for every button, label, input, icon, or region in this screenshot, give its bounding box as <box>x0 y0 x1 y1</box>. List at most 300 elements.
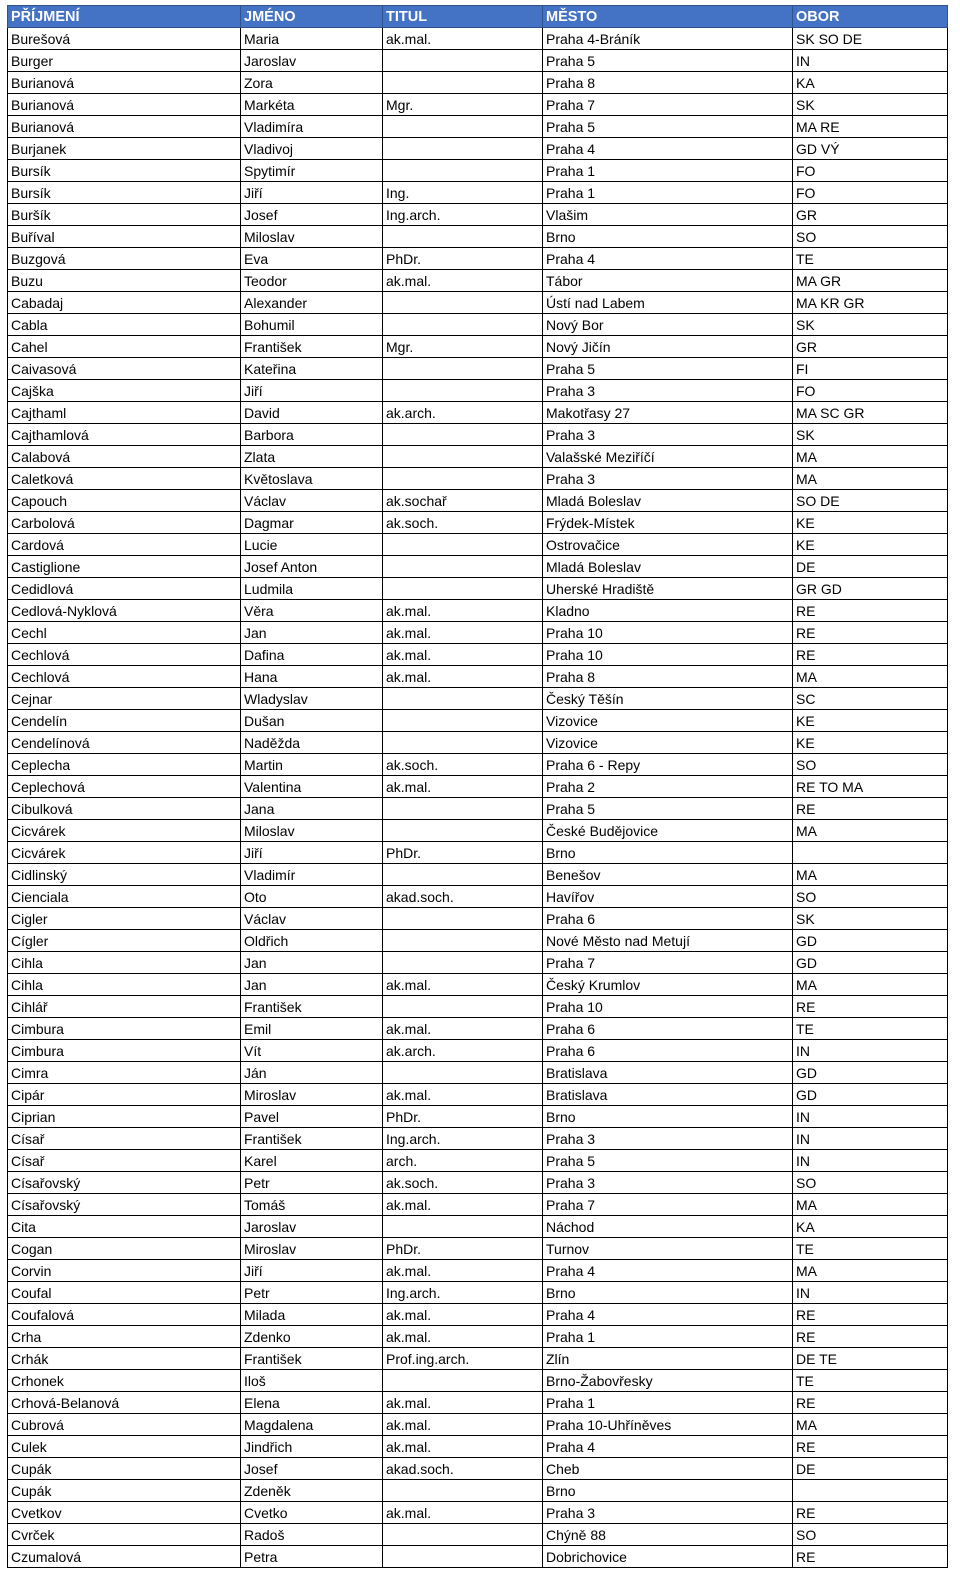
header-surname[interactable]: PŘÍJMENÍ <box>8 6 241 28</box>
cell-first-name[interactable]: Markéta <box>241 94 383 116</box>
cell-city[interactable]: Tábor <box>543 270 793 292</box>
cell-field[interactable] <box>793 842 948 864</box>
cell-field[interactable]: RE <box>793 1392 948 1414</box>
cell-field[interactable]: MA <box>793 1260 948 1282</box>
cell-city[interactable]: České Budějovice <box>543 820 793 842</box>
cell-surname[interactable]: Burjanek <box>8 138 241 160</box>
cell-city[interactable]: Frýdek-Místek <box>543 512 793 534</box>
cell-surname[interactable]: Cahel <box>8 336 241 358</box>
cell-first-name[interactable]: Cvetko <box>241 1502 383 1524</box>
cell-title[interactable]: ak.mal. <box>383 270 543 292</box>
cell-first-name[interactable]: Jaroslav <box>241 50 383 72</box>
header-field[interactable]: OBOR <box>793 6 948 28</box>
cell-title[interactable] <box>383 732 543 754</box>
cell-field[interactable]: IN <box>793 1150 948 1172</box>
cell-surname[interactable]: Cajthamlová <box>8 424 241 446</box>
cell-surname[interactable]: Crha <box>8 1326 241 1348</box>
cell-city[interactable]: Praha 1 <box>543 1326 793 1348</box>
cell-title[interactable]: ak.mal. <box>383 1304 543 1326</box>
cell-first-name[interactable]: Martin <box>241 754 383 776</box>
cell-first-name[interactable]: Jan <box>241 622 383 644</box>
cell-surname[interactable]: Cvrček <box>8 1524 241 1546</box>
cell-field[interactable]: DE <box>793 556 948 578</box>
cell-surname[interactable]: Cimra <box>8 1062 241 1084</box>
cell-surname[interactable]: Coufalová <box>8 1304 241 1326</box>
cell-title[interactable]: ak.mal. <box>383 974 543 996</box>
cell-city[interactable]: Praha 4-Bráník <box>543 28 793 50</box>
cell-field[interactable]: FI <box>793 358 948 380</box>
cell-field[interactable]: RE <box>793 1502 948 1524</box>
cell-first-name[interactable]: Dagmar <box>241 512 383 534</box>
cell-field[interactable]: KE <box>793 732 948 754</box>
cell-title[interactable]: ak.mal. <box>383 1392 543 1414</box>
cell-first-name[interactable]: František <box>241 1348 383 1370</box>
cell-city[interactable]: Brno <box>543 226 793 248</box>
cell-first-name[interactable]: Josef Anton <box>241 556 383 578</box>
cell-city[interactable]: Praha 4 <box>543 1304 793 1326</box>
cell-first-name[interactable]: Josef <box>241 1458 383 1480</box>
cell-title[interactable] <box>383 930 543 952</box>
cell-title[interactable]: ak.soch. <box>383 512 543 534</box>
cell-field[interactable]: TE <box>793 1370 948 1392</box>
cell-title[interactable] <box>383 864 543 886</box>
cell-title[interactable] <box>383 424 543 446</box>
cell-city[interactable]: Bratislava <box>543 1084 793 1106</box>
cell-city[interactable]: Valašské Meziříčí <box>543 446 793 468</box>
cell-field[interactable]: IN <box>793 50 948 72</box>
cell-city[interactable]: Praha 3 <box>543 424 793 446</box>
cell-title[interactable]: Mgr. <box>383 336 543 358</box>
cell-first-name[interactable]: Wladyslav <box>241 688 383 710</box>
cell-field[interactable]: GR <box>793 204 948 226</box>
cell-city[interactable]: Praha 6 <box>543 1018 793 1040</box>
cell-title[interactable] <box>383 160 543 182</box>
cell-field[interactable]: MA <box>793 1414 948 1436</box>
cell-title[interactable] <box>383 534 543 556</box>
cell-title[interactable]: ak.mal. <box>383 1326 543 1348</box>
cell-title[interactable]: ak.mal. <box>383 1194 543 1216</box>
cell-first-name[interactable]: Barbora <box>241 424 383 446</box>
cell-city[interactable]: Zlín <box>543 1348 793 1370</box>
cell-city[interactable]: Mladá Boleslav <box>543 490 793 512</box>
cell-city[interactable]: Praha 4 <box>543 1260 793 1282</box>
cell-field[interactable]: MA <box>793 974 948 996</box>
cell-field[interactable]: GR <box>793 336 948 358</box>
cell-field[interactable]: SO <box>793 1524 948 1546</box>
cell-first-name[interactable]: Zdenko <box>241 1326 383 1348</box>
cell-city[interactable]: Nové Město nad Metují <box>543 930 793 952</box>
cell-first-name[interactable]: Oto <box>241 886 383 908</box>
cell-city[interactable]: Praha 3 <box>543 468 793 490</box>
cell-first-name[interactable]: Zlata <box>241 446 383 468</box>
cell-field[interactable]: RE TO MA <box>793 776 948 798</box>
cell-first-name[interactable]: Jiří <box>241 842 383 864</box>
cell-surname[interactable]: Cicvárek <box>8 820 241 842</box>
cell-title[interactable]: ak.soch. <box>383 1172 543 1194</box>
cell-city[interactable]: Praha 5 <box>543 50 793 72</box>
cell-surname[interactable]: Cabla <box>8 314 241 336</box>
cell-surname[interactable]: Císař <box>8 1128 241 1150</box>
cell-field[interactable]: GD <box>793 1062 948 1084</box>
cell-first-name[interactable]: Jindřich <box>241 1436 383 1458</box>
cell-title[interactable]: ak.mal. <box>383 600 543 622</box>
cell-city[interactable]: Praha 8 <box>543 666 793 688</box>
cell-first-name[interactable]: Tomáš <box>241 1194 383 1216</box>
cell-city[interactable]: Nový Bor <box>543 314 793 336</box>
cell-field[interactable] <box>793 1480 948 1502</box>
cell-field[interactable]: RE <box>793 798 948 820</box>
cell-surname[interactable]: Cabadaj <box>8 292 241 314</box>
cell-field[interactable]: FO <box>793 160 948 182</box>
cell-field[interactable]: KE <box>793 534 948 556</box>
cell-surname[interactable]: Burger <box>8 50 241 72</box>
cell-surname[interactable]: Cardová <box>8 534 241 556</box>
cell-surname[interactable]: Cihla <box>8 974 241 996</box>
cell-title[interactable] <box>383 1480 543 1502</box>
cell-title[interactable] <box>383 50 543 72</box>
cell-city[interactable]: Cheb <box>543 1458 793 1480</box>
cell-first-name[interactable]: Iloš <box>241 1370 383 1392</box>
cell-field[interactable]: MA <box>793 446 948 468</box>
cell-title[interactable] <box>383 446 543 468</box>
cell-title[interactable]: Ing.arch. <box>383 1128 543 1150</box>
cell-surname[interactable]: Cígler <box>8 930 241 952</box>
cell-first-name[interactable]: David <box>241 402 383 424</box>
cell-field[interactable]: TE <box>793 1018 948 1040</box>
cell-surname[interactable]: Buzu <box>8 270 241 292</box>
cell-city[interactable]: Praha 4 <box>543 1436 793 1458</box>
cell-title[interactable]: ak.sochař <box>383 490 543 512</box>
cell-surname[interactable]: Císařovský <box>8 1194 241 1216</box>
cell-title[interactable] <box>383 72 543 94</box>
cell-city[interactable]: Praha 3 <box>543 1172 793 1194</box>
cell-field[interactable]: RE <box>793 622 948 644</box>
cell-title[interactable]: ak.mal. <box>383 776 543 798</box>
cell-first-name[interactable]: Maria <box>241 28 383 50</box>
cell-field[interactable]: SO <box>793 754 948 776</box>
cell-title[interactable] <box>383 688 543 710</box>
cell-surname[interactable]: Císař <box>8 1150 241 1172</box>
cell-field[interactable]: MA SC GR <box>793 402 948 424</box>
cell-surname[interactable]: Coufal <box>8 1282 241 1304</box>
cell-surname[interactable]: Cendelínová <box>8 732 241 754</box>
cell-field[interactable]: SC <box>793 688 948 710</box>
cell-first-name[interactable]: Emil <box>241 1018 383 1040</box>
cell-city[interactable]: Vizovice <box>543 710 793 732</box>
cell-field[interactable]: GD <box>793 952 948 974</box>
cell-first-name[interactable]: Petra <box>241 1546 383 1568</box>
cell-first-name[interactable]: Vít <box>241 1040 383 1062</box>
cell-surname[interactable]: Cajthaml <box>8 402 241 424</box>
cell-title[interactable] <box>383 820 543 842</box>
cell-first-name[interactable]: Milada <box>241 1304 383 1326</box>
cell-first-name[interactable]: Vladimír <box>241 864 383 886</box>
cell-title[interactable] <box>383 1370 543 1392</box>
cell-title[interactable] <box>383 226 543 248</box>
cell-city[interactable]: Vizovice <box>543 732 793 754</box>
cell-title[interactable]: ak.mal. <box>383 28 543 50</box>
cell-first-name[interactable]: Jiří <box>241 380 383 402</box>
cell-field[interactable]: SO <box>793 886 948 908</box>
cell-title[interactable]: arch. <box>383 1150 543 1172</box>
cell-city[interactable]: Praha 10 <box>543 622 793 644</box>
cell-field[interactable]: GD <box>793 1084 948 1106</box>
cell-city[interactable]: Bratislava <box>543 1062 793 1084</box>
cell-city[interactable]: Brno <box>543 1106 793 1128</box>
cell-first-name[interactable]: Jana <box>241 798 383 820</box>
cell-field[interactable]: FO <box>793 182 948 204</box>
cell-city[interactable]: Brno-Žabovřesky <box>543 1370 793 1392</box>
cell-title[interactable] <box>383 468 543 490</box>
cell-surname[interactable]: Caletková <box>8 468 241 490</box>
cell-surname[interactable]: Cogan <box>8 1238 241 1260</box>
cell-field[interactable]: IN <box>793 1128 948 1150</box>
cell-surname[interactable]: Ceplecha <box>8 754 241 776</box>
cell-title[interactable] <box>383 710 543 732</box>
cell-field[interactable]: MA <box>793 864 948 886</box>
cell-city[interactable]: Praha 10-Uhříněves <box>543 1414 793 1436</box>
cell-city[interactable]: Praha 5 <box>543 116 793 138</box>
cell-field[interactable]: SO DE <box>793 490 948 512</box>
cell-surname[interactable]: Cimbura <box>8 1040 241 1062</box>
cell-field[interactable]: RE <box>793 1304 948 1326</box>
cell-city[interactable]: Praha 4 <box>543 248 793 270</box>
cell-title[interactable]: akad.soch. <box>383 886 543 908</box>
cell-city[interactable]: Ústí nad Labem <box>543 292 793 314</box>
cell-first-name[interactable]: Jaroslav <box>241 1216 383 1238</box>
cell-field[interactable]: MA RE <box>793 116 948 138</box>
cell-title[interactable]: ak.mal. <box>383 644 543 666</box>
cell-first-name[interactable]: Ján <box>241 1062 383 1084</box>
cell-surname[interactable]: Czumalová <box>8 1546 241 1568</box>
cell-first-name[interactable]: Alexander <box>241 292 383 314</box>
cell-title[interactable]: ak.mal. <box>383 1018 543 1040</box>
cell-surname[interactable]: Cicvárek <box>8 842 241 864</box>
cell-first-name[interactable]: Karel <box>241 1150 383 1172</box>
cell-first-name[interactable]: Dušan <box>241 710 383 732</box>
cell-city[interactable]: Dobrichovice <box>543 1546 793 1568</box>
cell-first-name[interactable]: Miroslav <box>241 1084 383 1106</box>
cell-field[interactable]: SK SO DE <box>793 28 948 50</box>
cell-surname[interactable]: Burešová <box>8 28 241 50</box>
cell-surname[interactable]: Buříval <box>8 226 241 248</box>
cell-surname[interactable]: Cedlová-Nyklová <box>8 600 241 622</box>
cell-title[interactable]: PhDr. <box>383 248 543 270</box>
cell-surname[interactable]: Bursík <box>8 182 241 204</box>
cell-first-name[interactable]: Pavel <box>241 1106 383 1128</box>
cell-first-name[interactable]: Radoš <box>241 1524 383 1546</box>
cell-first-name[interactable]: Dafina <box>241 644 383 666</box>
cell-field[interactable]: SK <box>793 94 948 116</box>
cell-title[interactable]: ak.arch. <box>383 402 543 424</box>
cell-city[interactable]: Praha 3 <box>543 1128 793 1150</box>
cell-first-name[interactable]: Vladimíra <box>241 116 383 138</box>
cell-city[interactable]: Brno <box>543 1480 793 1502</box>
cell-first-name[interactable]: Hana <box>241 666 383 688</box>
cell-city[interactable]: Praha 7 <box>543 1194 793 1216</box>
cell-title[interactable]: ak.mal. <box>383 1436 543 1458</box>
cell-title[interactable]: ak.soch. <box>383 754 543 776</box>
cell-city[interactable]: Ostrovačice <box>543 534 793 556</box>
cell-first-name[interactable]: Lucie <box>241 534 383 556</box>
cell-title[interactable] <box>383 556 543 578</box>
cell-field[interactable]: IN <box>793 1282 948 1304</box>
cell-city[interactable]: Brno <box>543 842 793 864</box>
cell-surname[interactable]: Cupák <box>8 1480 241 1502</box>
cell-city[interactable]: Praha 10 <box>543 644 793 666</box>
cell-title[interactable] <box>383 1216 543 1238</box>
cell-field[interactable]: FO <box>793 380 948 402</box>
header-title[interactable]: TITUL <box>383 6 543 28</box>
cell-first-name[interactable]: František <box>241 1128 383 1150</box>
cell-city[interactable]: Praha 1 <box>543 160 793 182</box>
cell-surname[interactable]: Cechlová <box>8 666 241 688</box>
cell-first-name[interactable]: Magdalena <box>241 1414 383 1436</box>
cell-surname[interactable]: Castiglione <box>8 556 241 578</box>
cell-first-name[interactable]: Věra <box>241 600 383 622</box>
header-first-name[interactable]: JMÉNO <box>241 6 383 28</box>
cell-field[interactable]: KE <box>793 710 948 732</box>
cell-field[interactable]: MA <box>793 468 948 490</box>
cell-city[interactable]: Praha 10 <box>543 996 793 1018</box>
cell-title[interactable]: PhDr. <box>383 1238 543 1260</box>
cell-title[interactable] <box>383 908 543 930</box>
cell-field[interactable]: DE TE <box>793 1348 948 1370</box>
cell-city[interactable]: Praha 2 <box>543 776 793 798</box>
cell-title[interactable]: ak.mal. <box>383 1502 543 1524</box>
cell-surname[interactable]: Crhonek <box>8 1370 241 1392</box>
cell-city[interactable]: Brno <box>543 1282 793 1304</box>
cell-field[interactable]: RE <box>793 1546 948 1568</box>
cell-city[interactable]: Praha 4 <box>543 138 793 160</box>
cell-surname[interactable]: Ciprian <box>8 1106 241 1128</box>
cell-surname[interactable]: Corvin <box>8 1260 241 1282</box>
cell-field[interactable]: MA <box>793 1194 948 1216</box>
cell-surname[interactable]: Cejnar <box>8 688 241 710</box>
cell-first-name[interactable]: Ludmila <box>241 578 383 600</box>
cell-surname[interactable]: Bursík <box>8 160 241 182</box>
cell-surname[interactable]: Cajška <box>8 380 241 402</box>
cell-title[interactable] <box>383 996 543 1018</box>
cell-surname[interactable]: Cidlinský <box>8 864 241 886</box>
cell-first-name[interactable]: Jiří <box>241 1260 383 1282</box>
cell-surname[interactable]: Cimbura <box>8 1018 241 1040</box>
cell-field[interactable]: MA KR GR <box>793 292 948 314</box>
cell-title[interactable]: Ing.arch. <box>383 1282 543 1304</box>
cell-surname[interactable]: Cienciala <box>8 886 241 908</box>
cell-first-name[interactable]: Miroslav <box>241 1238 383 1260</box>
cell-field[interactable]: SO <box>793 1172 948 1194</box>
cell-first-name[interactable]: Petr <box>241 1282 383 1304</box>
cell-field[interactable]: GD VÝ <box>793 138 948 160</box>
cell-surname[interactable]: Cibulková <box>8 798 241 820</box>
header-city[interactable]: MĚSTO <box>543 6 793 28</box>
cell-surname[interactable]: Crhák <box>8 1348 241 1370</box>
cell-surname[interactable]: Burianová <box>8 72 241 94</box>
cell-surname[interactable]: Cendelín <box>8 710 241 732</box>
cell-title[interactable]: Prof.ing.arch. <box>383 1348 543 1370</box>
cell-field[interactable]: RE <box>793 1326 948 1348</box>
cell-first-name[interactable]: Kateřina <box>241 358 383 380</box>
cell-surname[interactable]: Buršík <box>8 204 241 226</box>
cell-title[interactable]: akad.soch. <box>383 1458 543 1480</box>
cell-title[interactable] <box>383 314 543 336</box>
cell-surname[interactable]: Cedidlová <box>8 578 241 600</box>
cell-surname[interactable]: Caivasová <box>8 358 241 380</box>
cell-first-name[interactable]: Elena <box>241 1392 383 1414</box>
cell-city[interactable]: Praha 6 - Repy <box>543 754 793 776</box>
cell-title[interactable]: Ing. <box>383 182 543 204</box>
cell-city[interactable]: Praha 5 <box>543 358 793 380</box>
cell-city[interactable]: Mladá Boleslav <box>543 556 793 578</box>
cell-first-name[interactable]: Teodor <box>241 270 383 292</box>
cell-title[interactable]: ak.arch. <box>383 1040 543 1062</box>
cell-surname[interactable]: Burianová <box>8 116 241 138</box>
cell-first-name[interactable]: Eva <box>241 248 383 270</box>
cell-title[interactable] <box>383 952 543 974</box>
cell-first-name[interactable]: Valentina <box>241 776 383 798</box>
cell-city[interactable]: Praha 1 <box>543 182 793 204</box>
cell-title[interactable] <box>383 138 543 160</box>
cell-first-name[interactable]: Oldřich <box>241 930 383 952</box>
cell-surname[interactable]: Cubrová <box>8 1414 241 1436</box>
cell-surname[interactable]: Cvetkov <box>8 1502 241 1524</box>
cell-city[interactable]: Praha 7 <box>543 952 793 974</box>
cell-first-name[interactable]: Miloslav <box>241 820 383 842</box>
cell-city[interactable]: Praha 5 <box>543 1150 793 1172</box>
cell-first-name[interactable]: Zdeněk <box>241 1480 383 1502</box>
cell-surname[interactable]: Cigler <box>8 908 241 930</box>
cell-city[interactable]: Havířov <box>543 886 793 908</box>
cell-city[interactable]: Uherské Hradiště <box>543 578 793 600</box>
cell-field[interactable]: SO <box>793 226 948 248</box>
cell-surname[interactable]: Carbolová <box>8 512 241 534</box>
cell-field[interactable]: MA <box>793 666 948 688</box>
cell-title[interactable] <box>383 578 543 600</box>
cell-first-name[interactable]: Květoslava <box>241 468 383 490</box>
cell-first-name[interactable]: Naděžda <box>241 732 383 754</box>
cell-field[interactable]: TE <box>793 1238 948 1260</box>
cell-title[interactable]: Mgr. <box>383 94 543 116</box>
cell-surname[interactable]: Culek <box>8 1436 241 1458</box>
cell-field[interactable]: SK <box>793 908 948 930</box>
cell-city[interactable]: Benešov <box>543 864 793 886</box>
cell-first-name[interactable]: Zora <box>241 72 383 94</box>
cell-city[interactable]: Kladno <box>543 600 793 622</box>
cell-city[interactable]: Chýně 88 <box>543 1524 793 1546</box>
cell-title[interactable] <box>383 116 543 138</box>
cell-first-name[interactable]: Miloslav <box>241 226 383 248</box>
cell-first-name[interactable]: Bohumil <box>241 314 383 336</box>
cell-city[interactable]: Náchod <box>543 1216 793 1238</box>
cell-first-name[interactable]: Václav <box>241 490 383 512</box>
cell-surname[interactable]: Calabová <box>8 446 241 468</box>
cell-title[interactable]: Ing.arch. <box>383 204 543 226</box>
cell-first-name[interactable]: František <box>241 996 383 1018</box>
cell-surname[interactable]: Ceplechová <box>8 776 241 798</box>
cell-title[interactable]: PhDr. <box>383 1106 543 1128</box>
cell-field[interactable]: MA GR <box>793 270 948 292</box>
cell-city[interactable]: Praha 3 <box>543 380 793 402</box>
cell-surname[interactable]: Crhová-Belanová <box>8 1392 241 1414</box>
cell-first-name[interactable]: Jiří <box>241 182 383 204</box>
cell-title[interactable]: ak.mal. <box>383 666 543 688</box>
cell-title[interactable] <box>383 1524 543 1546</box>
cell-field[interactable]: IN <box>793 1040 948 1062</box>
cell-title[interactable]: ak.mal. <box>383 1084 543 1106</box>
cell-title[interactable] <box>383 798 543 820</box>
cell-surname[interactable]: Císařovský <box>8 1172 241 1194</box>
